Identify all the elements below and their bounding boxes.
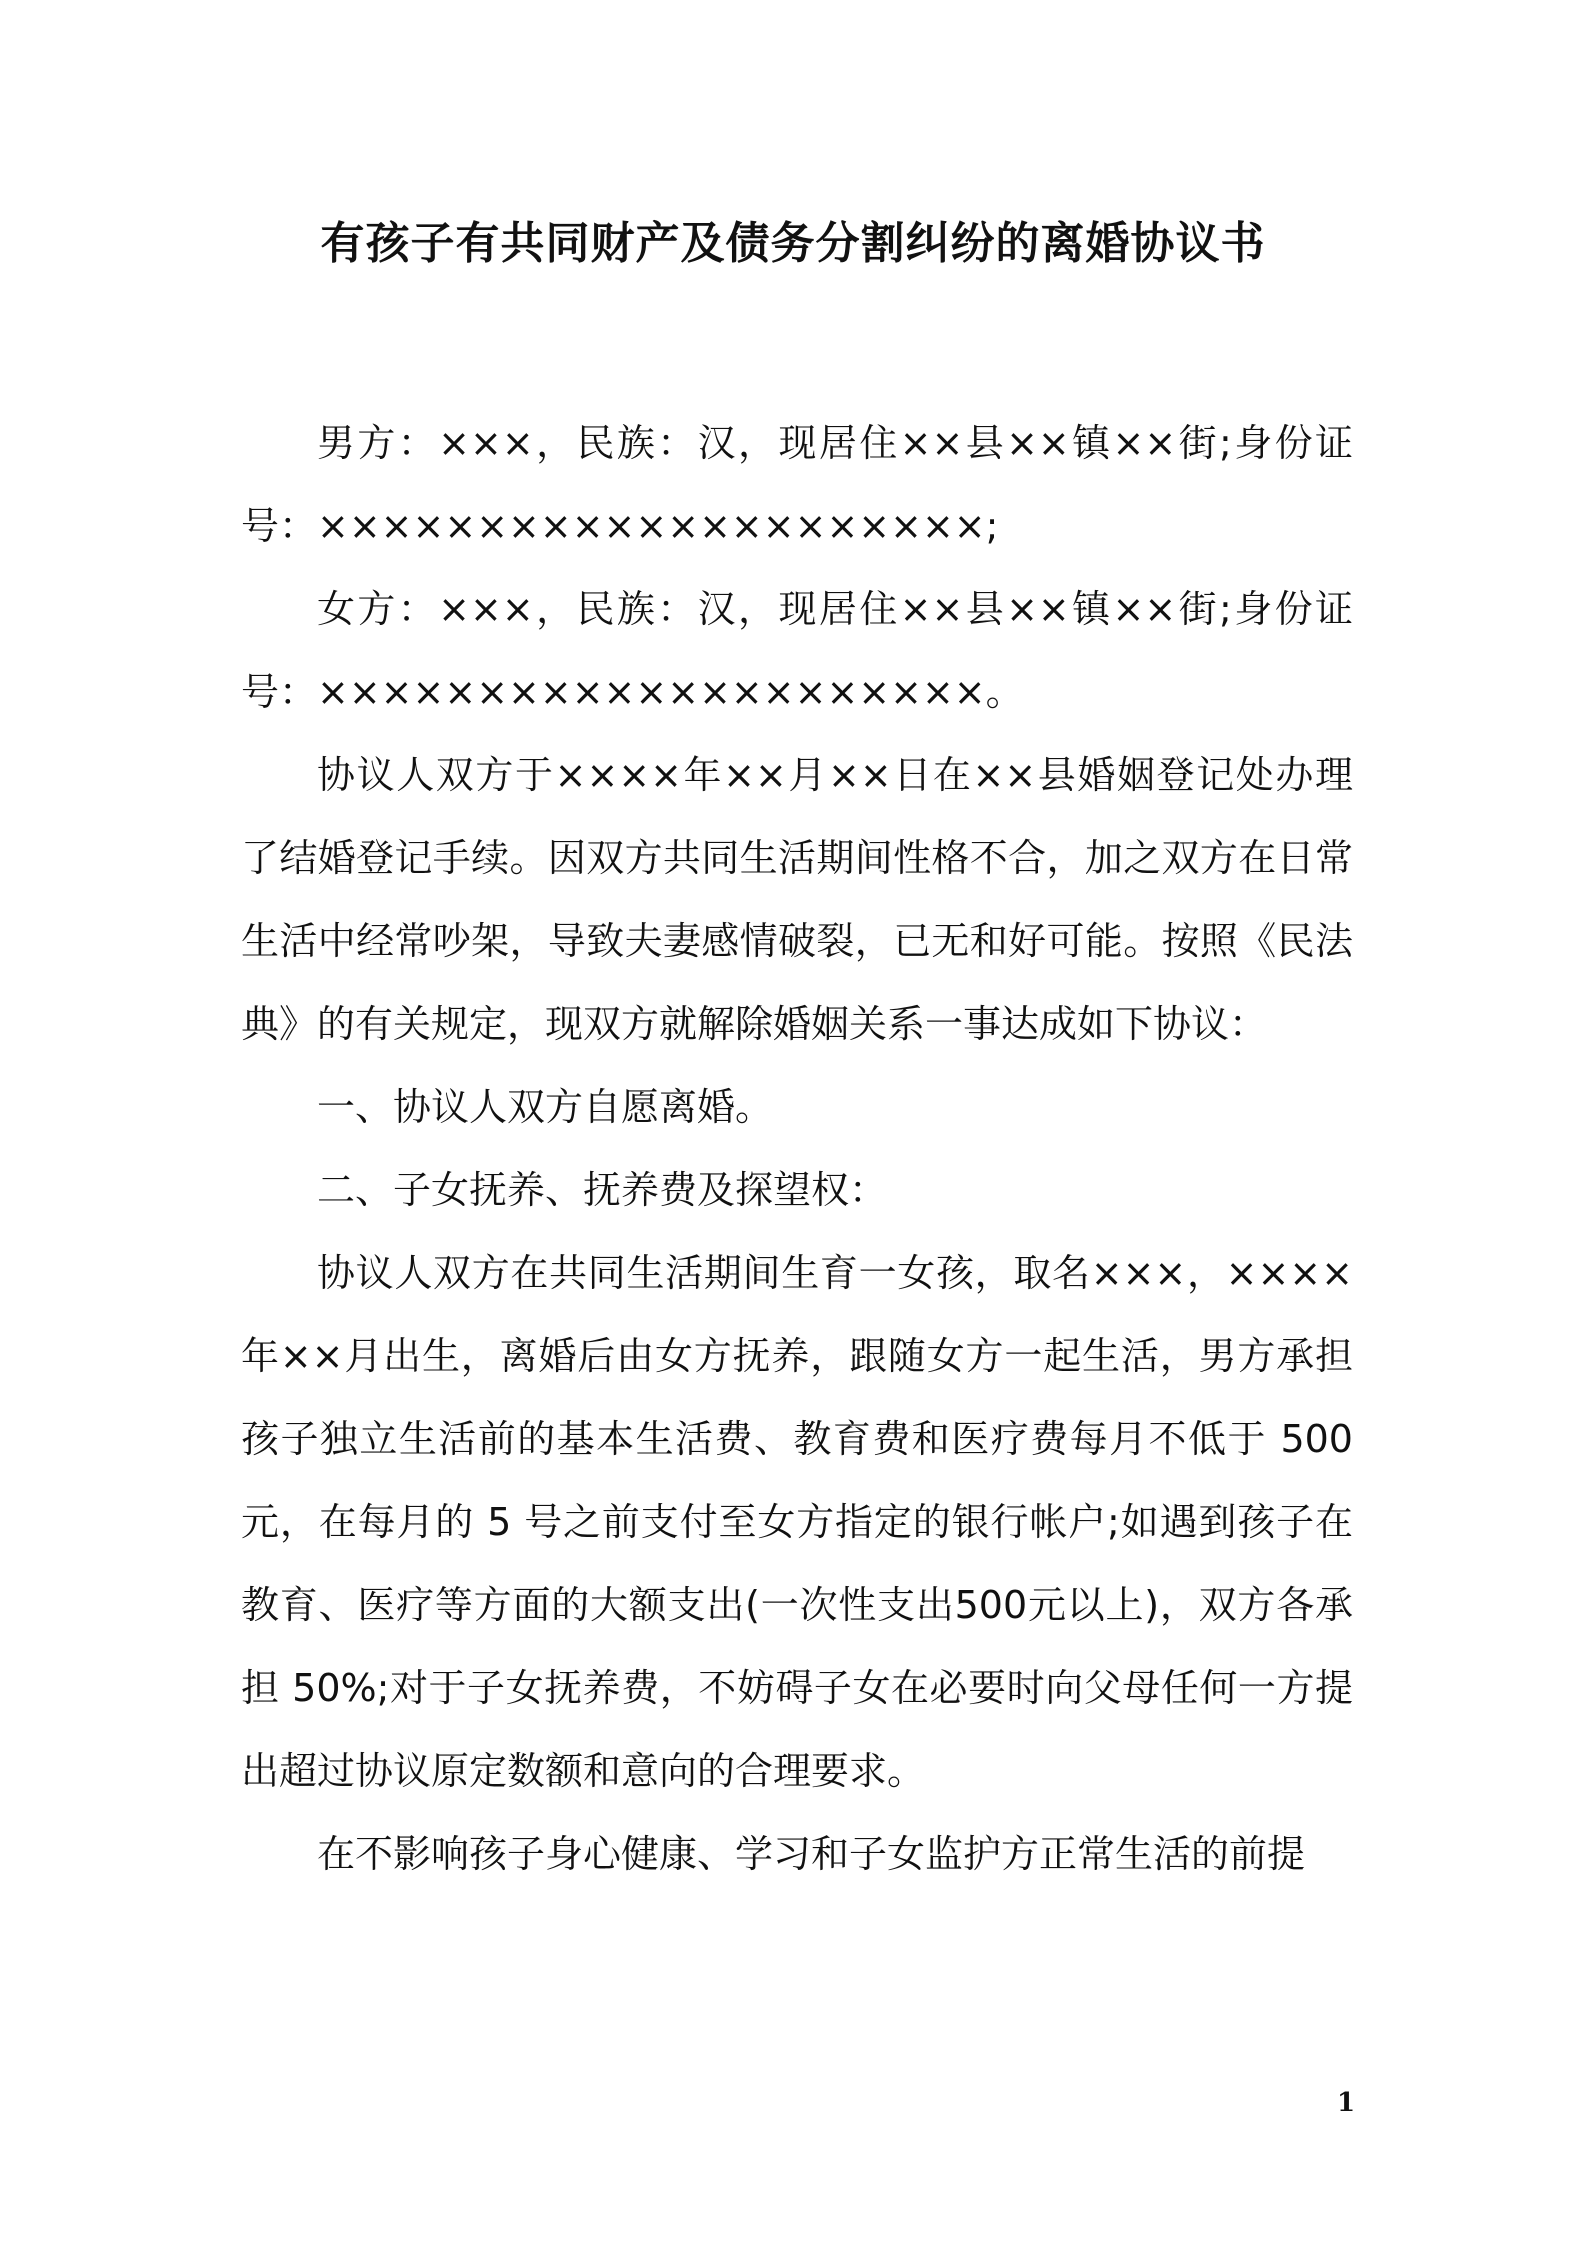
page-number: 1 [1336, 2088, 1356, 2118]
paragraph-visitation-start: 在不影响孩子身心健康、学习和子女监护方正常生活的前提 [317, 1832, 1306, 1876]
paragraph-clause-1: 一、协议人双方自愿离婚。 [317, 1085, 774, 1129]
paragraph-marriage-background: 协议人双方于××××年××月××日在××县婚姻登记处办理了结婚登记手续。因双方共同生活期间性格不合，加之双方在日常生活中经常吵架，导致夫妻感情破裂，已无和好可能。按照《民法典》的有关规定，现双方就解除婚姻关系一事达成如下协议： [241, 753, 1353, 1046]
paragraph-child-support: 协议人双方在共同生活期间生育一女孩，取名×××，××××年××月出生，离婚后由女方抚养，跟随女方一起生活，男方承担孩子独立生活前的基本生活费、教育费和医疗费每月不低于 500 元，在每月的 5 号之前支付至女方指定的银行帐户;如遇到孩子在教育、医疗等方面的大额支出(一次性支出500元以上)，双方各承担 50%;对于子女抚养费，不妨碍子女在必要时向父母任何一方提出超过协议原定数额和意向的合理要求。 [241, 1251, 1353, 1793]
paragraph-clause-2-heading: 二、子女抚养、抚养费及探望权： [317, 1168, 888, 1212]
paragraph-male-party: 男方：×××，民族：汉，现居住××县××镇××街;身份证号：×××××××××××××××××××××; [241, 421, 1353, 548]
paragraph-female-party: 女方：×××，民族：汉，现居住××县××镇××街;身份证号：×××××××××××××××××××××。 [241, 587, 1353, 714]
document-title: 有孩子有共同财产及债务分割纠纷的离婚协议书 [320, 218, 1266, 269]
document-body [241, 402, 1353, 1896]
